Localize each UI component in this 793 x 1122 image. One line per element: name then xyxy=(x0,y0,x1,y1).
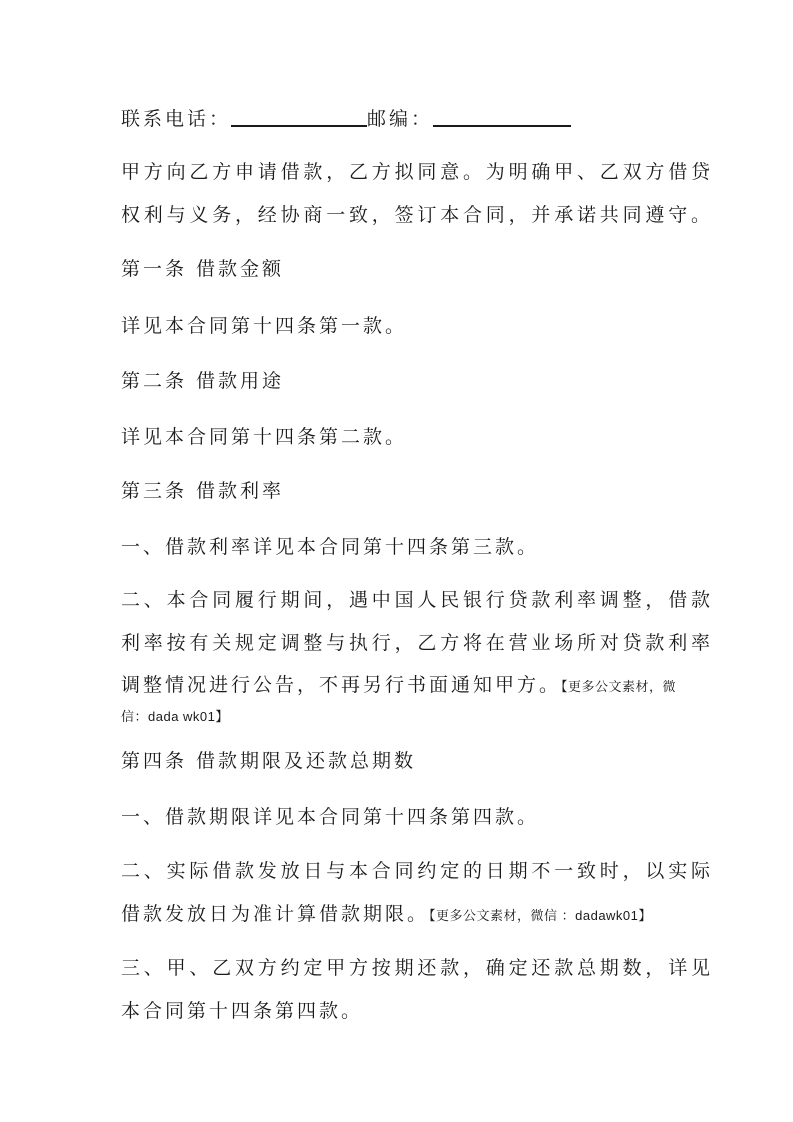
intro-line-2: 权利与义务，经协商一致，签订本合同，并承诺共同遵守。 xyxy=(121,204,714,226)
article-3-item-2-line-2: 利率按有关规定调整与执行，乙方将在营业场所对贷款利率 xyxy=(121,632,714,654)
article-1-body: 详见本合同第十四条第一款。 xyxy=(121,315,408,337)
article-3-item-2-text: 调整情况进行公告，不再另行书面通知甲方。 xyxy=(121,674,562,696)
article-4-title: 第四条 借款期限及还款总期数 xyxy=(121,750,417,772)
article-3-item-1: 一、借款利率详见本合同第十四条第三款。 xyxy=(121,536,540,558)
article-4-item-3-line-1: 三、甲、乙双方约定甲方按期还款，确定还款总期数，详见 xyxy=(121,957,714,979)
phone-label: 联系电话： xyxy=(121,108,232,130)
article-4-item-3-line-2: 本合同第十四条第四款。 xyxy=(121,1000,364,1022)
article-3-item-2-line-3 xyxy=(121,673,681,699)
article-1-title: 第一条 借款金额 xyxy=(121,258,285,280)
article-3-title: 第三条 借款利率 xyxy=(121,480,285,502)
postcode-label: 邮编： xyxy=(367,108,434,130)
intro-line-1: 甲方向乙方申请借款，乙方拟同意。为明确甲、乙双方借贷 xyxy=(121,161,714,183)
article-4-item-2-line-2 xyxy=(121,902,681,928)
promo-note-part-2: 信：dada wk01】 xyxy=(121,709,229,724)
postcode-blank xyxy=(433,107,571,127)
article-4-item-2-text: 借款发放日为准计算借款期限。 xyxy=(121,903,430,925)
promo-note-part-1: 【更多公文素材，微 xyxy=(561,679,677,694)
article-4-item-2-line-1: 二、实际借款发放日与本合同约定的日期不一致时，以实际 xyxy=(121,860,714,882)
article-2-body: 详见本合同第十四条第二款。 xyxy=(121,426,408,448)
article-3-item-2-line-1: 二、本合同履行期间，遇中国人民银行贷款利率调整，借款 xyxy=(121,589,714,611)
contact-line xyxy=(121,107,681,131)
promo-note-2: 【更多公文素材，微信 ：dadawk01】 xyxy=(429,908,652,923)
article-4-item-1: 一、借款期限详见本合同第十四条第四款。 xyxy=(121,806,540,828)
article-2-title: 第二条 借款用途 xyxy=(121,370,285,392)
phone-blank xyxy=(231,107,367,127)
